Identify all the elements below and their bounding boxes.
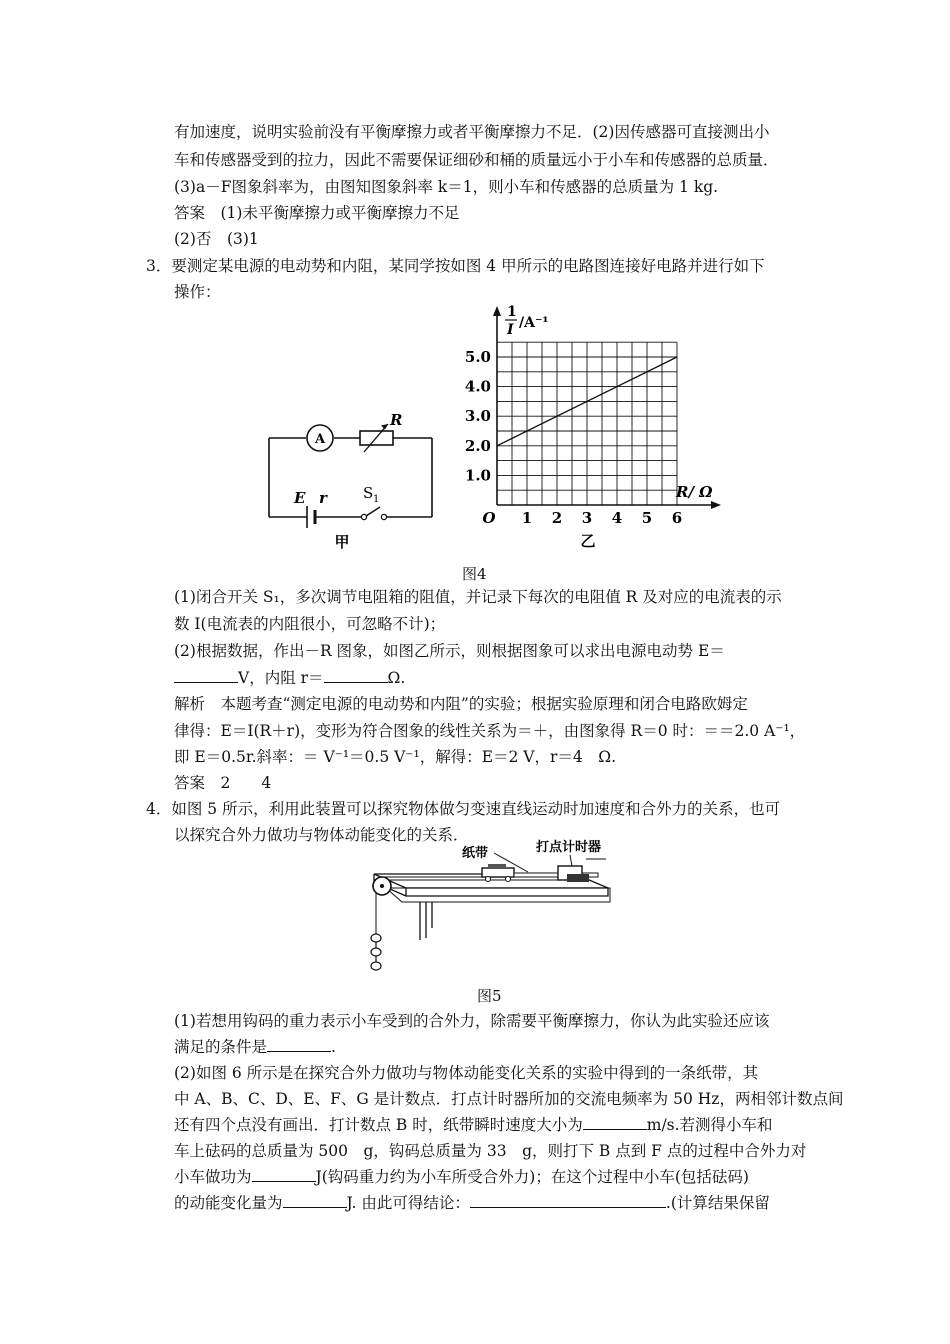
switch-symbol [366, 507, 380, 516]
y-label-denominator: I [507, 322, 514, 338]
answer-line: 答案 (1)未平衡摩擦力或平衡摩擦力不足 [174, 204, 460, 222]
analysis-line: 解析 本题考查“测定电源的电动势和内阻”的实验；根据实验原理和闭合电路欧姆定 [174, 695, 748, 713]
step-2-text: Ω. [387, 669, 406, 687]
step-2-text: J(钩码重力约为小车所受合外力)；在这个过程中小车(包括砝码) [315, 1168, 749, 1186]
hook-weights [371, 934, 381, 970]
answer-line: (2)否 (3)1 [174, 230, 259, 248]
figure-4-caption: 图4 [462, 565, 487, 583]
y-tick-label: 2.0 [464, 436, 491, 455]
x-tick-label: 2 [551, 509, 563, 527]
y-tick-label: 1.0 [464, 466, 491, 485]
answer-blank-condition[interactable] [267, 1037, 331, 1052]
apparatus-figure [360, 838, 615, 978]
answer-blank-kinetic-energy[interactable] [283, 1193, 347, 1208]
chart-grid [497, 342, 677, 505]
paragraph-line: 有加速度，说明实验前没有平衡摩擦力或者平衡摩擦力不足．(2)因传感器可直接测出小 [174, 123, 770, 141]
step-2-text: V，内阻 r＝ [238, 669, 324, 687]
x-tick-label: 1 [521, 509, 533, 527]
paragraph-line: (3)a－F图象斜率为，由图知图象斜率 k＝1，则小车和传感器的总质量为 1 kg. [174, 178, 719, 196]
step-2-text: 还有四个点没有画出．打计数点 B 时，纸带瞬时速度大小为 [174, 1116, 583, 1134]
resistor-label: R [390, 411, 403, 429]
question-3-step-1: (1)闭合开关 S₁，多次调节电阻箱的阻值，并记录下每次的电阻值 R 及对应的电流表的示 [174, 588, 782, 606]
question-3-step-2 [174, 668, 405, 688]
question-4-text: 4．如图 5 所示，利用此装置可以探究物体做匀变速直线运动时加速度和合外力的关系，也可 [146, 800, 781, 818]
ammeter-label: A [314, 432, 326, 447]
circuit-diagram [260, 405, 450, 555]
question-4-step-2 [174, 1115, 773, 1135]
step-2-text: 小车做功为 [174, 1168, 252, 1186]
answer-line: 答案 2 4 [174, 774, 272, 792]
label-paper-tape: 纸带 [462, 846, 489, 861]
question-4-step-2: (2)如图 6 所示是在探究合外力做功与物体动能变化关系的实验中得到的一条纸带，其 [174, 1064, 759, 1082]
step-1-text: 满足的条件是 [174, 1038, 268, 1056]
question-3-text: 操作： [174, 283, 221, 301]
question-3-text: 3．要测定某电源的电动势和内阻，某同学按如图 4 甲所示的电路图连接好电路并进行如下 [146, 257, 765, 275]
question-4-step-2 [174, 1193, 770, 1213]
y-tick-label: 5.0 [464, 348, 491, 366]
x-tick-label: 5 [641, 509, 653, 527]
emf-label: E [294, 489, 306, 507]
figure-5-caption: 图5 [477, 987, 502, 1005]
cart [482, 868, 514, 877]
step-2-text: 的动能变化量为 [174, 1194, 283, 1212]
x-axis-label: R/ Ω [676, 483, 713, 501]
y-tick-label: 3.0 [464, 407, 491, 426]
answer-blank-velocity[interactable] [583, 1115, 647, 1130]
answer-blank-conclusion[interactable] [470, 1193, 666, 1208]
label-ticker-timer: 打点计时器 [536, 840, 602, 855]
analysis-line: 律得：E＝I(R＋r)，变形为符合图象的线性关系为＝＋，由图象得 R＝0 时：＝＝2.0 A⁻¹， [174, 722, 806, 740]
question-3-step-1: 数 I(电流表的内阻很小，可忽略不计)； [174, 615, 446, 633]
question-4-step-2: 车上砝码的总质量为 500 g，钩码总质量为 33 g，则打下 B 点到 F 点的过程中合外力对 [174, 1142, 807, 1160]
origin-label: O [482, 509, 496, 527]
analysis-line: 即 E＝0.5r.斜率：＝ V⁻¹＝0.5 V⁻¹，解得：E＝2 V，r＝4 Ω. [174, 748, 617, 766]
graph-1-over-i-vs-r [455, 300, 725, 550]
question-4-step-1: 满足的条件是 . [174, 1038, 336, 1056]
switch-subscript: 1 [373, 494, 380, 505]
answer-blank-resistance[interactable] [324, 668, 388, 683]
x-tick-label: 6 [671, 509, 683, 527]
question-4-step-2 [174, 1167, 749, 1187]
graph-caption: 乙 [580, 532, 596, 550]
answer-blank-work[interactable] [252, 1167, 316, 1182]
question-4-text: 以探究合外力做功与物体动能变化的关系． [174, 826, 469, 844]
step-2-text: m/s.若测得小车和 [646, 1116, 773, 1134]
paragraph-line: 车和传感器受到的拉力，因此不需要保证细砂和桶的质量远小于小车和传感器的总质量． [174, 151, 779, 169]
x-tick-label: 3 [581, 509, 593, 527]
step-2-text: J. 由此可得结论： [346, 1194, 470, 1212]
step-2-text: .(计算结果保留 [665, 1194, 770, 1212]
y-label-numerator: 1 [507, 304, 517, 320]
y-tick-label: 4.0 [464, 377, 491, 396]
y-axis-unit: /A⁻¹ [519, 315, 549, 331]
question-4-step-2: 中 A、B、C、D、E、F、G 是计数点．打点计时器所加的交流电频率为 50 Hz，两相邻计数点间 [174, 1090, 844, 1108]
answer-blank-emf[interactable] [174, 668, 238, 683]
question-3-step-2: (2)根据数据，作出－R 图象，如图乙所示，则根据图象可以求出电源电动势 E＝ [174, 642, 725, 660]
switch-label: S [363, 484, 374, 502]
question-4-step-1: (1)若想用钩码的重力表示小车受到的合外力，除需要平衡摩擦力，你认为此实验还应该 [174, 1012, 770, 1030]
circuit-caption: 甲 [334, 533, 350, 551]
internal-resistance-label: r [319, 489, 327, 507]
x-tick-label: 4 [611, 509, 623, 527]
